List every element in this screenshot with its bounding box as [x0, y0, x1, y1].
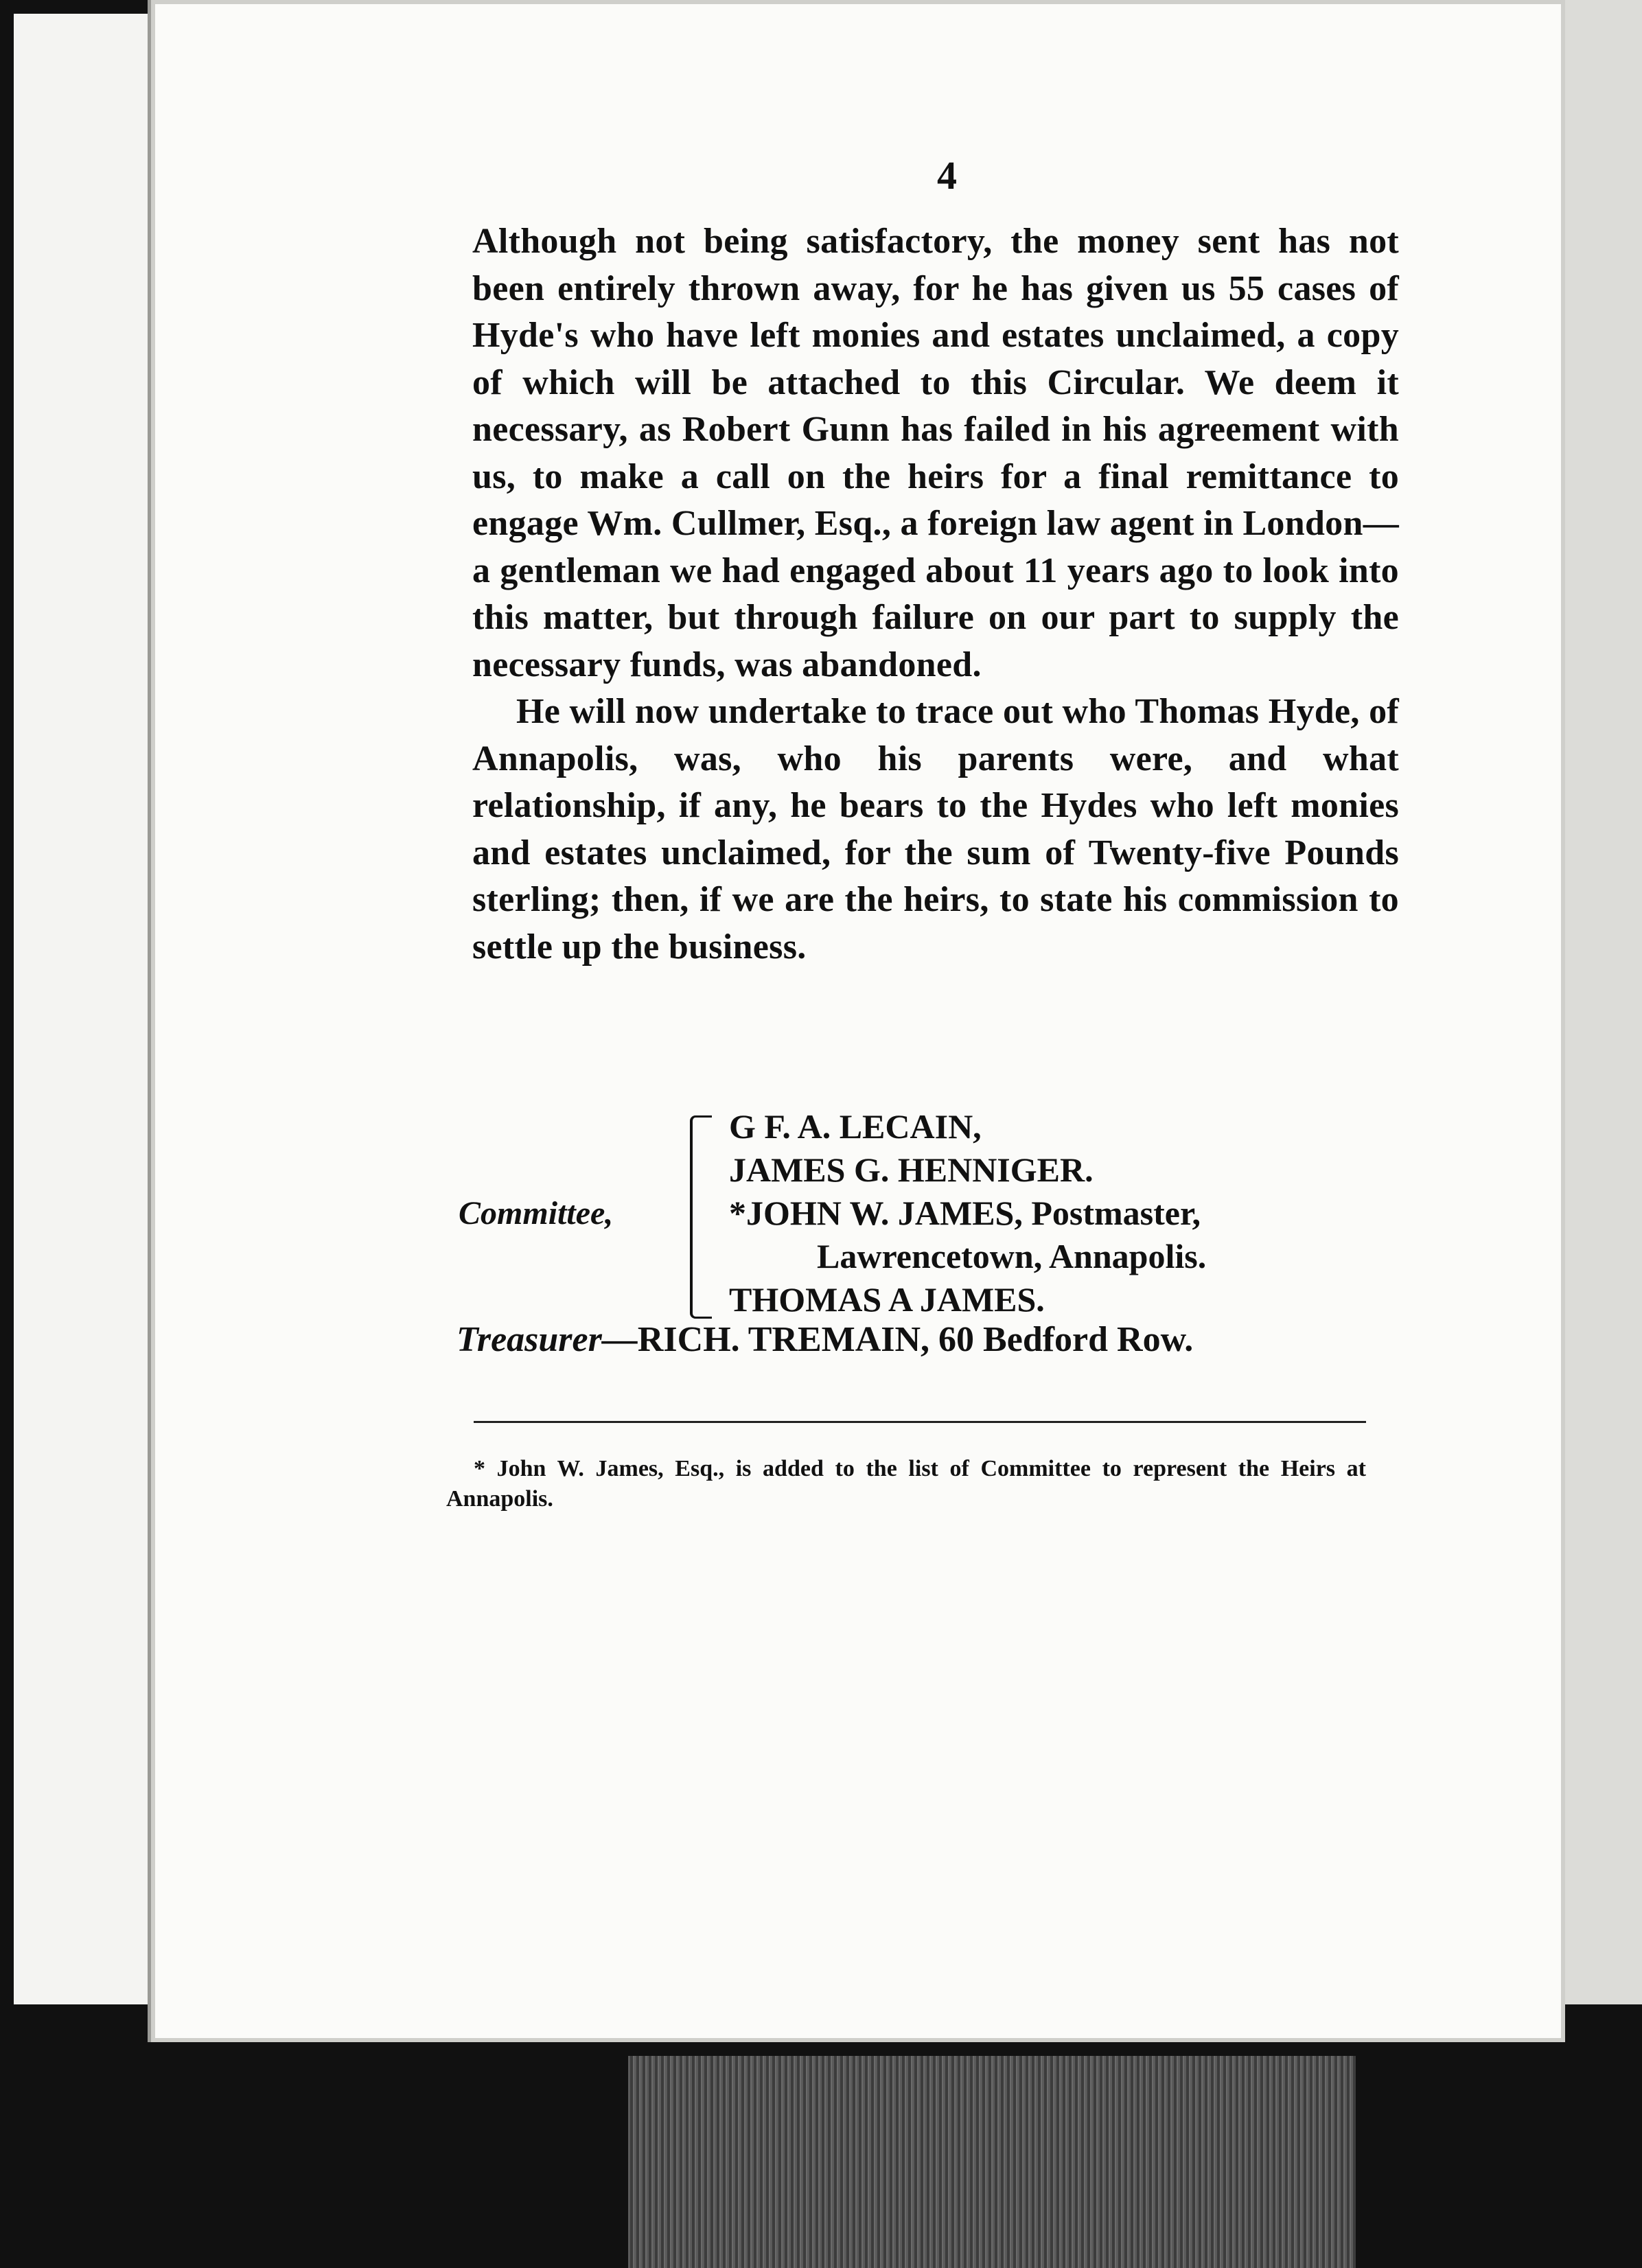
committee-brace: [690, 1115, 712, 1319]
treasurer-value: RICH. TREMAIN, 60 Bedford Row.: [637, 1320, 1194, 1359]
scan-strip: [628, 2056, 1356, 2268]
footnote-divider: [474, 1421, 1366, 1423]
paragraph-2: He will now undertake to trace out who Thomas Hyde, of Annapolis, was, who his parents were, and what relationship, if any, he bears to the Hydes who left monies and estates unclaimed, for the sum of Twenty-five Pounds sterling; then, if we are the heirs, to state his commission to settle up the business.: [472, 692, 1399, 967]
treasurer-label: Treasurer—: [456, 1320, 638, 1359]
committee-member: G F. A. LECAIN,: [729, 1107, 982, 1146]
committee-member: THOMAS A JAMES.: [729, 1280, 1045, 1319]
committee-member: JAMES G. HENNIGER.: [729, 1150, 1094, 1189]
committee-member-address: Lawrencetown, Annapolis.: [817, 1237, 1207, 1275]
committee-label: Committee,: [459, 1195, 614, 1231]
paragraph-1: Although not being satisfactory, the money sent has not been entirely thrown away, for he has given us 55 cases of Hyde's who have left monies and estates unclaimed, a copy of which will be attached to this Circular. We deem it necessary, as Robert Gunn has failed in his agreement with us, to make a call on the heirs for a final remittance to engage Wm. Cullmer, Esq., a foreign law agent in London—a gentleman we had engaged about 11 years ago to look into this matter, but through failure on our part to supply the necessary funds, was abandoned.: [472, 222, 1399, 684]
committee-member: *JOHN W. JAMES, Postmaster,: [729, 1194, 1201, 1232]
committee-list: [729, 1105, 1206, 1321]
page-number: 4: [937, 153, 957, 198]
footnote-text: * John W. James, Esq., is added to the list of Committee to represent the Heirs at Annapolis.: [446, 1456, 1366, 1512]
body-text: [472, 218, 1399, 971]
footnote: [446, 1454, 1366, 1514]
treasurer-line: [456, 1319, 1193, 1360]
